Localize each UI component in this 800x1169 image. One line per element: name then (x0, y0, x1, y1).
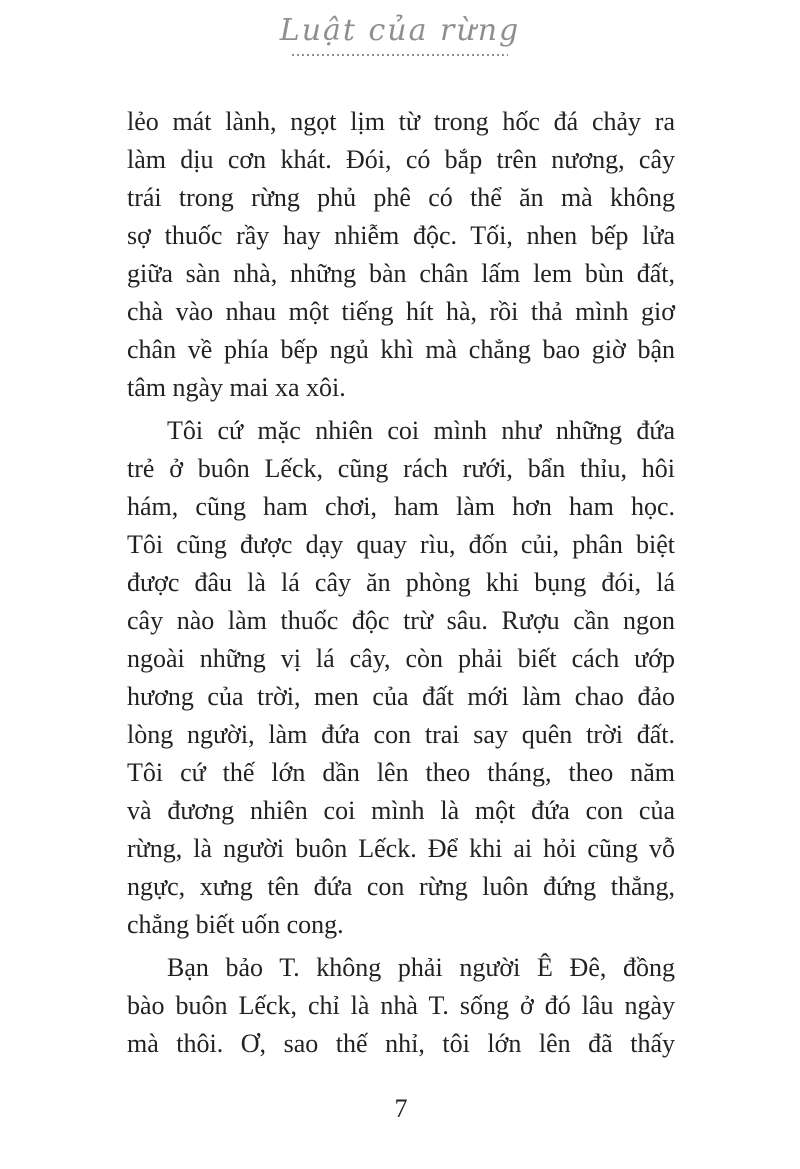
text-line: chân về phía bếp ngủ khì mà chẳng bao giờ bận (127, 335, 675, 364)
text-line: ngực, xưng tên đứa con rừng luôn đứng thẳng, (127, 872, 675, 901)
text-line: cây nào làm thuốc độc trừ sâu. Rượu cần ngon (127, 606, 675, 635)
text-line: tâm ngày mai xa xôi. (127, 373, 346, 402)
text-line: ngoài những vị lá cây, còn phải biết cách ướp (127, 644, 675, 673)
text-line: Tôi cứ thế lớn dần lên theo tháng, theo năm (127, 758, 675, 787)
text-line: hương của trời, men của đất mới làm chao đảo (127, 682, 675, 711)
text-line: trái trong rừng phủ phê có thể ăn mà không (127, 183, 675, 212)
page-number: 7 (394, 1094, 408, 1123)
text-line: sợ thuốc rầy hay nhiễm độc. Tối, nhen bếp lửa (127, 221, 675, 250)
text-line: làm dịu cơn khát. Đói, có bắp trên nương, cây (127, 145, 675, 174)
text-line: lẻo mát lành, ngọt lịm từ trong hốc đá chảy ra (127, 107, 675, 136)
text-line: trẻ ở buôn Lếck, cũng rách rưới, bẩn thỉu, hôi (127, 454, 675, 483)
text-line: và đương nhiên coi mình là một đứa con của (127, 796, 675, 825)
text-line: mà thôi. Ơ, sao thế nhỉ, tôi lớn lên đã thấy (127, 1029, 675, 1058)
text-line: rừng, là người buôn Lếck. Để khi ai hỏi cũng vỗ (127, 834, 675, 863)
text-line: giữa sàn nhà, những bàn chân lấm lem bùn đất, (127, 259, 675, 288)
page-footer (127, 1090, 675, 1128)
page-header (0, 10, 800, 56)
text-line: bào buôn Lếck, chỉ là nhà T. sống ở đó lâu ngày (127, 991, 675, 1020)
text-line: lòng người, làm đứa con trai say quên trời đất. (127, 720, 675, 749)
text-line: Bạn bảo T. không phải người Ê Đê, đồng (167, 953, 675, 982)
dotted-rule (292, 54, 508, 56)
text-line: chẳng biết uốn cong. (127, 910, 344, 939)
page-body (127, 103, 675, 1068)
text-line: chà vào nhau một tiếng hít hà, rồi thả mình giơ (127, 297, 675, 326)
paragraph-2 (127, 412, 675, 944)
text-line: Tôi cũng được dạy quay rìu, đốn củi, phân biệt (127, 530, 675, 559)
paragraph-3 (127, 949, 675, 1063)
text-line: hám, cũng ham chơi, ham làm hơn ham học. (127, 492, 675, 521)
paragraph-1 (127, 103, 675, 407)
text-line: Tôi cứ mặc nhiên coi mình như những đứa (167, 416, 675, 445)
running-title: Luật của rừng (279, 13, 521, 48)
text-line: được đâu là lá cây ăn phòng khi bụng đói, lá (127, 568, 675, 597)
